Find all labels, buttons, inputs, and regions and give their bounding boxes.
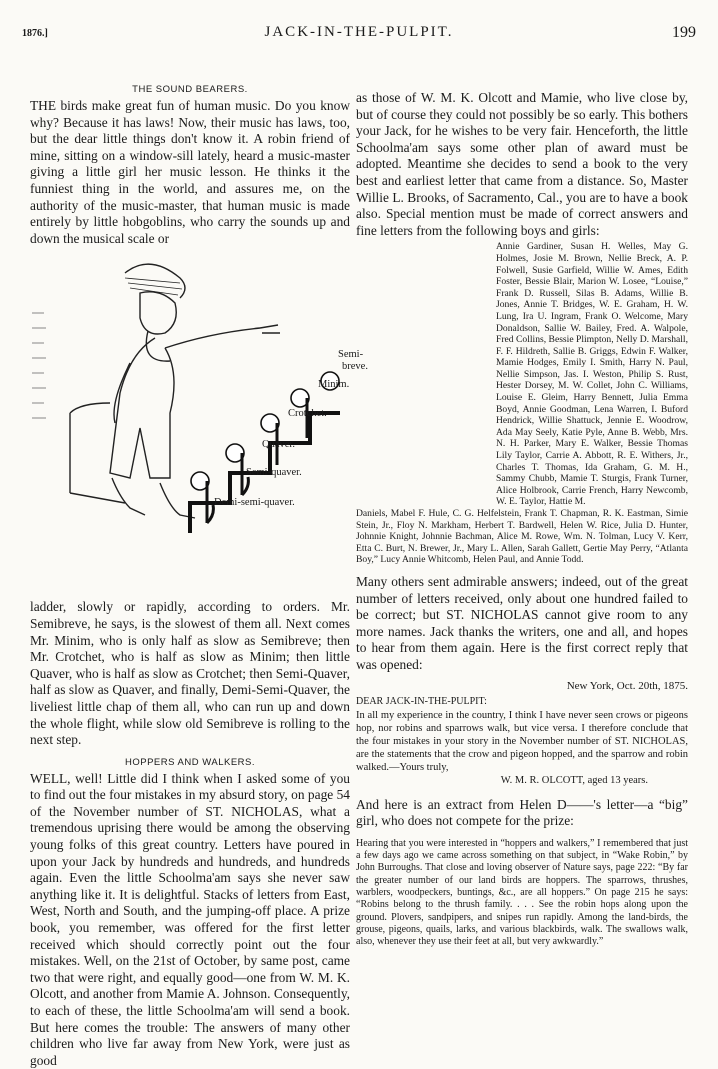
label-minim: Minim. [318, 379, 350, 391]
letter-signature: W. M. R. OLCOTT, aged 13 years. [500, 774, 648, 786]
right-column [356, 80, 688, 948]
running-title: JACK-IN-THE-PULPIT. [264, 24, 454, 40]
label-semibreve-2: breve. [342, 361, 368, 373]
right-paragraph-1: as those of W. M. K. Olcott and Mamie, who live close by, but of course they could not possibly be so early. This bothers your Jack, for he wishes to be very fair. Henceforth, the little Schoolma'am says some other plan of award must be adopted. Meantime she decides to send a book to the very best and earliest letter that came from a distance. So, Master Willie L. Brooks, of Sacramento, Cal., you are to have a book also. Special mention must be made of correct answers and fine letters from the following boys and girls: [356, 90, 688, 238]
sound-bearers-paragraph-2: ladder, slowly or rapidly, according to orders. Mr. Semibreve, he says, is the slowest of them all. Next comes Mr. Minim, who is only half as slow as Semibreve; then Mr. Crotchet, who is half as slow as Minim; then little Quaver, who is half as slow as Crotchet; then Semi-Quaver, half as slow as Quaver, and finally, Demi-Semi-Quaver, the liveliest little chap of them all, who can run up and down the whole flight, while slow old Semibreve is rolling to the next step. [30, 599, 350, 748]
page-number: 199 [672, 24, 696, 41]
right-paragraph-3: And here is an extract from Helen D——'s letter—a “big” girl, who does not compete for the prize: [356, 796, 688, 829]
label-semibreve: Semi- [338, 349, 364, 361]
label-crotchet: Crotchet. [288, 408, 327, 420]
section-heading-sound-bearers: THE SOUND BEARERS. [132, 84, 248, 95]
page-header [22, 18, 696, 48]
hoppers-paragraph-1: WELL, well! Little did I think when I asked some of you to find out the four mistakes in my absurd story, on page 54 of the November number of ST. NICHOLAS, what a tremendous uprising there would be among the observing young folks of this great country. Letters have poured in upon your Jack by hundreds and hundreds, and hundreds again. Even the little Schoolma'am says she never saw anything like it. It is delightful. Stacks of letters from East, West, North and South, and the jumping-off place. A prize book, you remember, was offered for the first letter received which should correctly point out the four mistakes. Well, on the 21st of October, by same post, came two that were right, and equally good—one from W. M. K. Olcott, and another from Mamie A. Johnson. Consequently, to each of these, the little Schoolma'am will send a book. But here comes the trouble: The answers of many other children who live far away from New York, were just as good [30, 770, 350, 1068]
header-year: 1876.] [22, 28, 48, 39]
name-list-2: Daniels, Mabel F. Hule, C. G. Helfelstein, Frank T. Chapman, R. K. Eastman, Simie Stein, Jr., Floy N. Markham, Herbert T. Bardwell, Helen W. Rice, Julia D. Hunter, Johnnie Knight, Johnnie Bachman, Alice M. Rowe, Wm. N. Tolman, Lucy V. Kerr, Etta C. Burt, N. Brewer, Jr., Mary L. Allen, Sarah Gallett, Gertie May Perry, “Atlanta Boy,” Lucy Annie Whitcomb, Helen Paul, and Annie Todd. [356, 508, 688, 566]
letter-body: In all my experience in the country, I think I have never seen crows or pigeons hop, nor robins and sparrows walk, but vice versa. I therefore conclude that the four mistakes in your story in the November number of ST. NICHOLAS, are the statements that the crow and pigeon hopped, and the sparrow and robin walked.—Yours truly, [356, 709, 688, 773]
label-quaver: Quaver. [262, 439, 295, 451]
sound-bearers-paragraph-1: THE birds make great fun of human music. Do you know why? Because it has laws! Now, their music has laws, too, but the dear little things don't know it. A robin friend of mine, sitting on a window-sill lately, heard a music-master giving a little girl her music lesson. He thinks it the funniest thing in the world, and assures me, on the authority of the music-master, that human music is made entirely by little hobgoblins, who carry the sounds up and down the musical scale or [30, 98, 350, 246]
label-demi-semi-quaver: Demi-semi-quaver. [214, 497, 295, 509]
burroughs-quote: Hearing that you were interested in “hoppers and walkers,” I remembered that just a few days ago we came across something on that subject, in “Wake Robin,” by John Burroughs. That close and loving observer of Nature says, page 222: “By far the greater number of our land birds are hoppers. The sparrows, thrushes, warblers, woodpeckers, buntings, &c., are all hoppers.” On page 215 he says: “Robins belong to the thrush family. . . . See the robin hops along upon the ground. Plovers, sandpipers, and snipes run rapidly. Among the land-birds, the grouse, pigeons, quails, larks, and various blackbirds, walk. The swallows walk, also, whenever they use their feet at all, but very awkwardly.” [356, 837, 688, 948]
name-list-1: Annie Gardiner, Susan H. Welles, May G. Holmes, Josie M. Brown, Nellie Breck, A. P. Folwell, Susie Garfield, Willie W. Ames, Edith Foster, Bessie Blair, Marion W. Losee, “Louise,” Frank D. Russell, Silas B. Adams, Willie B. Jones, Annie T. Bridges, W. E. Graham, H. W. Lung, Ira U. Ingram, Frank O. Welcome, Mary Donaldson, Sallie W. Bailey, Fred. A. Walpole, Fred Collins, Bessie Plimpton, Nelly D. Marshall, F. F. Hildreth, Sallie B. Griggs, Edwin F. Walker, Mamie Hodges, Emily I. Smith, Harry N. Paul, Nellie Simpson, Jas. I. Weston, Philip S. Rust, Hester Dorsey, M. W. Collet, John C. Williams, Louise E. Gleim, Harry Bennett, Julia Emma Boyd, Annie Goodman, Lena Warren, I. Buford Hendrick, Willie Shattuck, Jennie E. Woodrow, Ada May Seely, Katie Pyle, Anne B. Webb, Mrs. N. H. Parker, Mary E. Walker, Bessie Thomas Lily Taylor, Carrie A. Abbott, R. E. Withers, Jr., Charles T. Thomas, Ida Graham, G. M. H., Sammy Chubb, Mamie T. Sturgis, Frank Turner, Alice Holbrook, Carrie French, Harry Newcomb, W. E. Taylor, Hattie M. [496, 241, 688, 508]
right-paragraph-2: Many others sent admirable answers; indeed, out of the great number of letters received, only about one hundred failed to be correct; but ST. NICHOLAS cannot give room to any more names. Jack thanks the writers, one and all, and hopes to hear from them again. Here is the first correct reply that was opened: [356, 573, 688, 672]
hobgoblin-illustration [30, 253, 360, 543]
label-semi-quaver: Semi-quaver. [246, 467, 302, 479]
section-heading-hoppers: HOPPERS AND WALKERS. [124, 756, 255, 768]
left-column [30, 80, 368, 1069]
letter-dateline: New York, Oct. 20th, 1875. [566, 679, 688, 692]
letter-salutation: DEAR JACK-IN-THE-PULPIT: [356, 695, 487, 707]
